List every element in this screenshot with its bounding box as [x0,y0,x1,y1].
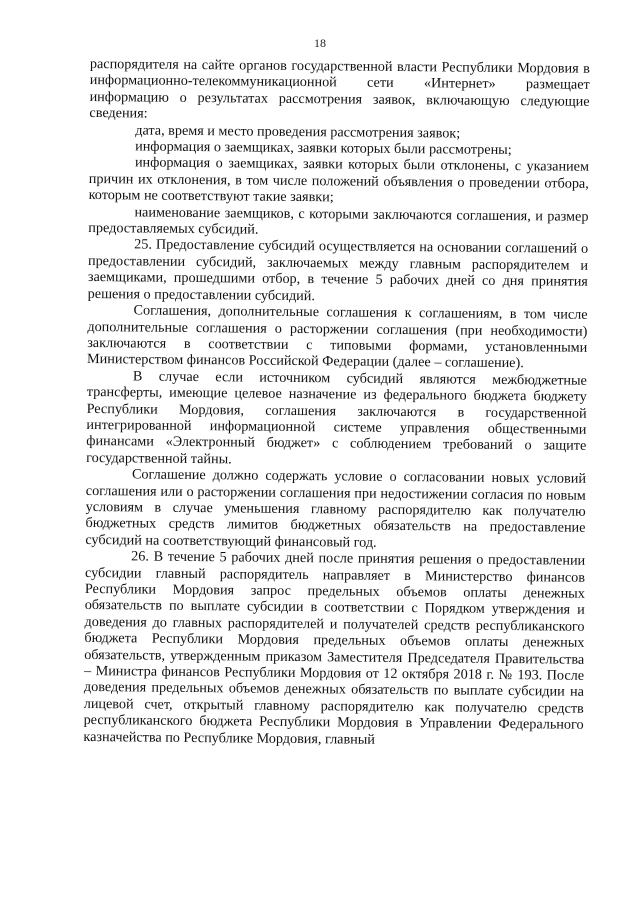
paragraph-25: 25. Предоставление субсидий осуществляется на основании соглашений о предоставлении субсидий, заключаемых между главным распорядителем и заемщиками, прошедшими отбор, в течение 5 рабочих дней со дня принятия решения о предоставлении субсидий. [87,236,589,304]
list-item-reviewed: информация о заемщиках, заявки которых были рассмотрены; [135,138,512,159]
list-item-rejected: информация о заемщиках, заявки которых были отклонены, с указанием причин их отклонения, в том числе положений объявления о проведении отбора, которым не соответствуют такие заявки; [88,154,590,206]
paragraph-agreement-conditions: Соглашение должно содержать условие о согласовании новых условий соглашения или о расторжении соглашения при недостижении согласия по новым условиям в случае уменьшения главному распорядителю как получателю бюджетных средств лимитов бюджетных обязательств на предоставление субсидий на соответствующий финансовый год. [85,466,587,551]
list-item-borrowers: наименование заемщиков, с которыми заключаются соглашения, и размер предоставляемых субсидий. [88,204,589,238]
list-item-date: дата, время и место проведения рассмотрения заявок; [135,122,461,142]
paragraph-intro: распорядителя на сайте органов государственной власти Республики Мордовия в информационно-телекоммуникационной сети «Интернет» размещает информацию о результатах рассмотрения заявок, включающую следующие сведения: [89,56,590,122]
paragraph-agreements: Соглашения, дополнительные соглашения к соглашениям, в том числе дополнительные соглашения о расторжении соглашения (при необходимости) заключаются в соответствии с типовыми формами, установленными Министерством финансов Российской Федерации (далее – соглашение). [87,302,588,372]
paragraph-transfers: В случае если источником субсидий являются межбюджетные трансферты, имеющие целевое назначение из федерального бюджета бюджету Республики Мордовия, соглашения заключаются в государственной интегрированной информационной системе управления общественными финансами «Электронный бюджет» с соблюдением требований о защите государственной тайны. [86,368,587,468]
paragraph-26: 26. В течение 5 рабочих дней после принятия решения о предоставлении субсидии главный распорядитель направляет в Министерство финансов Республики Мордовия запрос предельных объемов оплаты денежных обязательств по выплате субсидии в соответствии с Порядком утверждения и доведения до главных распорядителей и получателей средств республиканского бюджета Республики Мордовия предельных объемов оплаты денежных обязательств, утвержденным приказом Заместителя Председателя Правительства – Министра финансов Республики Мордовия от 12 октября 2018 г. № 193. После доведения предельных объемов денежных обязательств по выплате субсидии на лицевой счет, открытый главному распорядителю как получателю средств республиканского бюджета Республики Мордовия в Управлении Федерального казначейства по Республике Мордовия, главный [83,548,586,748]
document-body [83,56,590,750]
page-number: 18 [314,36,326,50]
